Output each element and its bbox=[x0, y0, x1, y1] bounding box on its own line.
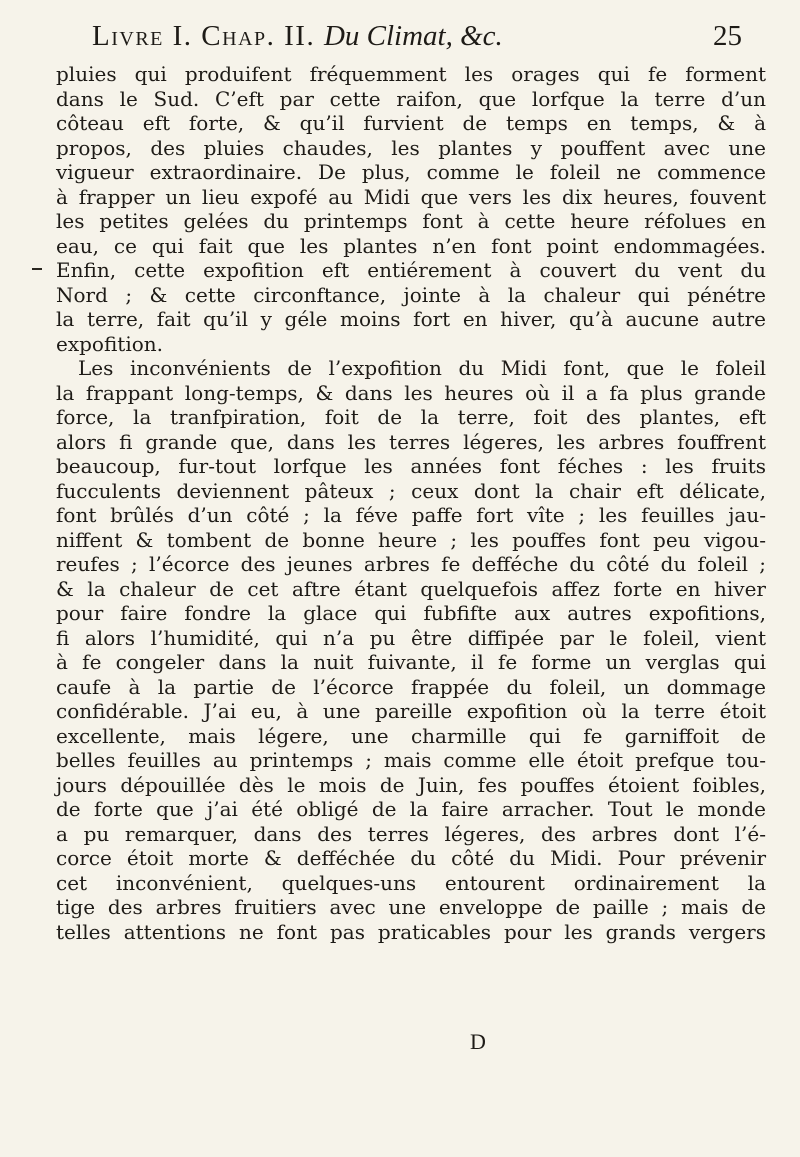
header-book: Livre I. bbox=[92, 20, 193, 52]
text-line: Les inconvénients de l’expofition du Midi font, que le foleil bbox=[78, 356, 766, 380]
text-line: pour faire fondre la glace qui fubfifte aux autres expofitions, bbox=[56, 601, 766, 625]
text-line: jours dépouillée dès le mois de Juin, fes pouffes étoient foibles, bbox=[56, 772, 766, 797]
running-head bbox=[92, 20, 742, 64]
page-number: 25 bbox=[713, 20, 742, 52]
signature-mark: D bbox=[470, 1029, 486, 1054]
header-subject: Du Climat, &c. bbox=[323, 20, 503, 52]
text-line: côteau eft forte, & qu’il furvient de temps en temps, & à bbox=[56, 111, 766, 135]
header-chapter: Chap. II. bbox=[201, 20, 316, 52]
text-line: corce étoit morte & defféchée du côté du Midi. Pour prévenir bbox=[56, 846, 766, 870]
text-line: font brûlés d’un côté ; la féve paffe fort vîte ; les feuilles jau- bbox=[56, 503, 766, 527]
text-line: la terre, fait qu’il y géle moins fort en hiver, qu’à aucune autre bbox=[56, 307, 766, 331]
text-line: & la chaleur de cet aftre étant quelquefois affez forte en hiver bbox=[56, 576, 766, 601]
text-line: cet inconvénient, quelques-uns entourent ordinairement la bbox=[56, 870, 766, 895]
text-line: tige des arbres fruitiers avec une enveloppe de paille ; mais de bbox=[56, 895, 766, 919]
text-line: telles attentions ne font pas praticables pour les grands vergers bbox=[56, 919, 766, 944]
text-line: propos, des pluies chaudes, les plantes y pouffent avec une bbox=[56, 135, 766, 160]
text-line: confidérable. J’ai eu, à une pareille expofition où la terre étoit bbox=[56, 699, 766, 723]
text-line: à fe congeler dans la nuit fuivante, il fe forme un verglas qui bbox=[56, 650, 766, 674]
text-line: fi alors l’humidité, qui n’a pu être diffipée par le foleil, vient bbox=[56, 625, 766, 650]
text-line: vigueur extraordinaire. De plus, comme le foleil ne commence bbox=[56, 160, 766, 184]
text-line: excellente, mais légere, une charmille qui fe garniffoit de bbox=[56, 723, 766, 748]
text-line: à frapper un lieu expofé au Midi que vers les dix heures, fouvent bbox=[56, 184, 766, 209]
text-line: force, la tranfpiration, foit de la terre, foit des plantes, eft bbox=[56, 405, 766, 429]
text-line: les petites gelées du printemps font à cette heure réfolues en bbox=[56, 209, 766, 233]
text-line: fucculents deviennent pâteux ; ceux dont la chair eft délicate, bbox=[56, 478, 766, 503]
text-line: Nord ; & cette circonftance, jointe à la chaleur qui pénétre bbox=[56, 282, 766, 307]
text-line: caufe à la partie de l’écorce frappée du foleil, un dommage bbox=[56, 674, 766, 699]
text-line: dans le Sud. C’eft par cette raifon, que lorfque la terre d’un bbox=[56, 86, 766, 111]
text-line: beaucoup, fur-tout lorfque les années font féches : les fruits bbox=[56, 454, 766, 478]
text-line: alors fi grande que, dans les terres légeres, les arbres fouffrent bbox=[56, 429, 766, 454]
text-line: eau, ce qui fait que les plantes n’en font point endommagées. bbox=[56, 233, 766, 258]
text-line: pluies qui produifent fréquemment les orages qui fe forment bbox=[56, 62, 766, 86]
text-line: de forte que j’ai été obligé de la faire arracher. Tout le monde bbox=[56, 797, 766, 821]
text-line: reufes ; l’écorce des jeunes arbres fe defféche du côté du foleil ; bbox=[56, 552, 766, 576]
text-line: la frappant long-temps, & dans les heures où il a fa plus grande bbox=[56, 380, 766, 405]
text-line: expofition. bbox=[56, 331, 164, 356]
text-line: niffent & tombent de bonne heure ; les pouffes font peu vigou- bbox=[56, 527, 766, 552]
margin-mark bbox=[32, 268, 42, 270]
body-text bbox=[56, 62, 766, 944]
text-line: belles feuilles au printemps ; mais comme elle étoit prefque tou- bbox=[56, 748, 766, 772]
text-line: Enfin, cette expofition eft entiérement à couvert du vent du bbox=[56, 258, 766, 282]
text-line: a pu remarquer, dans des terres légeres, des arbres dont l’é- bbox=[56, 821, 766, 846]
